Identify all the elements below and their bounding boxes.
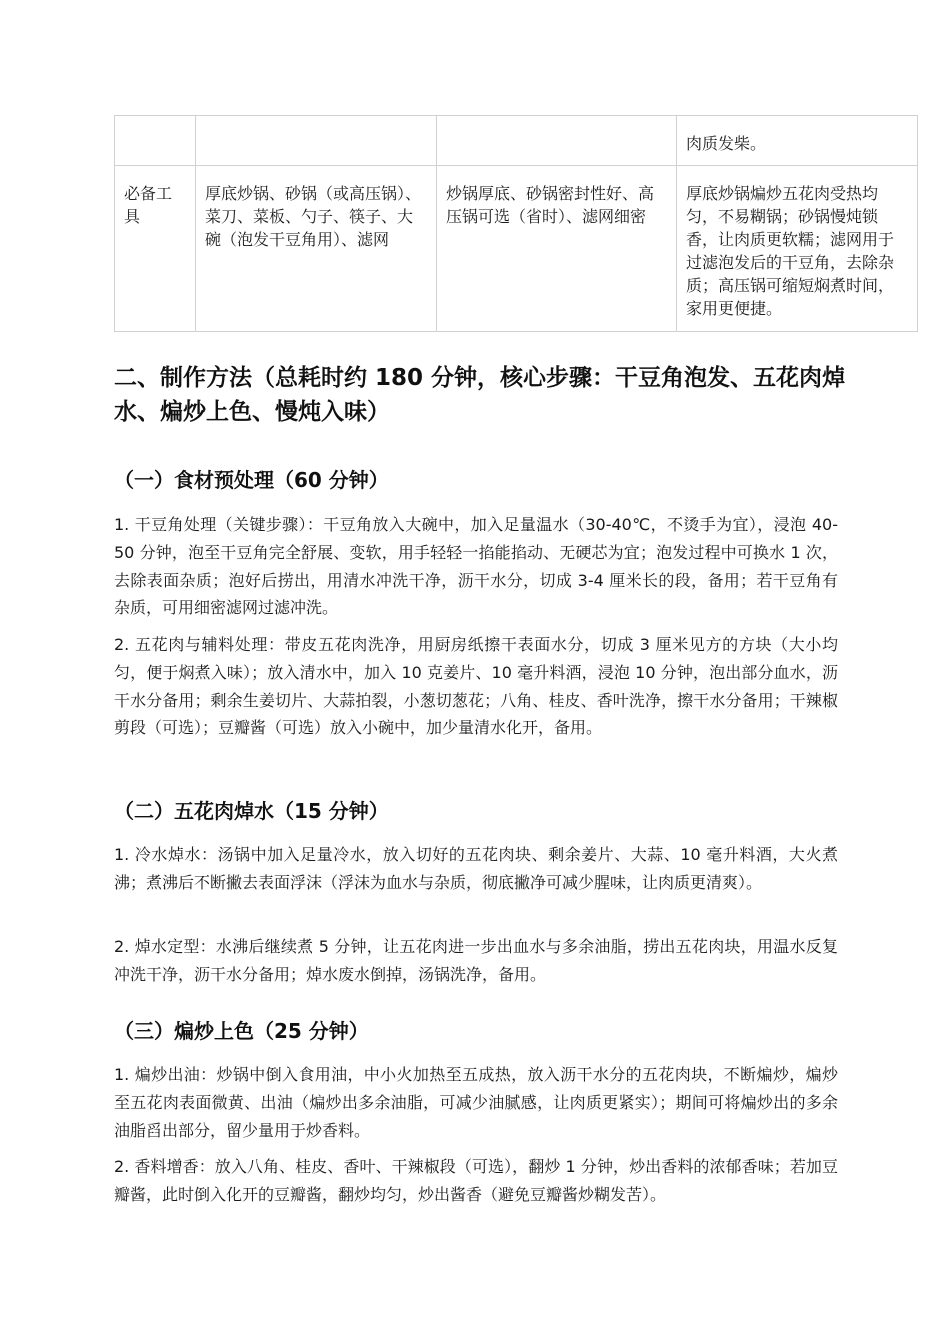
- table-row: [115, 166, 918, 332]
- subsection-heading: （三）煸炒上色（25 分钟）: [114, 1019, 369, 1043]
- step-paragraph: 1. 煸炒出油：炒锅中倒入食用油，中小火加热至五成热，放入沥干水分的五花肉块，不断煸炒，煸炒至五花肉表面微黄、出油（煸炒出多余油脂，可减少油腻感，让肉质更紧实）；期间可将煸炒出的多余油脂舀出部分，留少量用于炒香料。: [114, 1065, 838, 1140]
- table-cell-requirements: [437, 116, 677, 166]
- step-paragraph: 1. 干豆角处理（关键步骤）：干豆角放入大碗中，加入足量温水（30-40℃，不烫手为宜），浸泡 40-50 分钟，泡至干豆角完全舒展、变软，用手轻轻一掐能掐动、无硬芯为宜；泡发过程中可换水 1 次，去除表面杂质；泡好后捞出，用清水冲洗干净，沥干水分，切成 3-4 厘米长的段，备用；若干豆角有杂质，可用细密滤网过滤冲洗。: [114, 515, 838, 618]
- table-cell-purpose: 肉质发柴。: [677, 116, 918, 166]
- table-row: [115, 116, 918, 166]
- step-paragraph: 2. 焯水定型：水沸后继续煮 5 分钟，让五花肉进一步出血水与多余油脂，捞出五花肉块，用温水反复冲洗干净，沥干水分备用；焯水废水倒掉，汤锅洗净，备用。: [114, 937, 838, 984]
- table-cell-items: [196, 116, 437, 166]
- table-cell-requirements: 炒锅厚底、砂锅密封性好、高压锅可选（省时）、滤网细密: [437, 166, 677, 332]
- subsection-heading: （一）食材预处理（60 分钟）: [114, 468, 389, 492]
- tools-table: [114, 115, 918, 332]
- table-cell-purpose: 厚底炒锅煸炒五花肉受热均匀，不易糊锅；砂锅慢炖锁香，让肉质更软糯；滤网用于过滤泡发后的干豆角，去除杂质；高压锅可缩短焖煮时间，家用更便捷。: [677, 166, 918, 332]
- table-cell-name: [115, 116, 196, 166]
- table-cell-items: 厚底炒锅、砂锅（或高压锅）、菜刀、菜板、勺子、筷子、大碗（泡发干豆角用）、滤网: [196, 166, 437, 332]
- step-paragraph: 2. 五花肉与辅料处理：带皮五花肉洗净，用厨房纸擦干表面水分，切成 3 厘米见方的方块（大小均匀，便于焖煮入味）；放入清水中，加入 10 克姜片、10 毫升料酒，浸泡 10 分钟，泡出部分血水，沥干水分备用；剩余生姜切片、大蒜拍裂，小葱切葱花；八角、桂皮、香叶洗净，擦干水分备用；干辣椒剪段（可选）；豆瓣酱（可选）放入小碗中，加少量清水化开，备用。: [114, 635, 838, 738]
- section-heading: 二、制作方法（总耗时约 180 分钟，核心步骤：干豆角泡发、五花肉焯水、煸炒上色、慢炖入味）: [114, 365, 846, 425]
- step-paragraph: 2. 香料增香：放入八角、桂皮、香叶、干辣椒段（可选），翻炒 1 分钟，炒出香料的浓郁香味；若加豆瓣酱，此时倒入化开的豆瓣酱，翻炒均匀，炒出酱香（避免豆瓣酱炒糊发苦）。: [114, 1157, 838, 1204]
- subsection-heading: （二）五花肉焯水（15 分钟）: [114, 799, 389, 823]
- step-paragraph: 1. 冷水焯水：汤锅中加入足量冷水，放入切好的五花肉块、剩余姜片、大蒜、10 毫升料酒，大火煮沸；煮沸后不断撇去表面浮沫（浮沫为血水与杂质，彻底撇净可减少腥味，让肉质更清爽）。: [114, 845, 838, 892]
- table-cell-name: 必备工具: [115, 166, 196, 332]
